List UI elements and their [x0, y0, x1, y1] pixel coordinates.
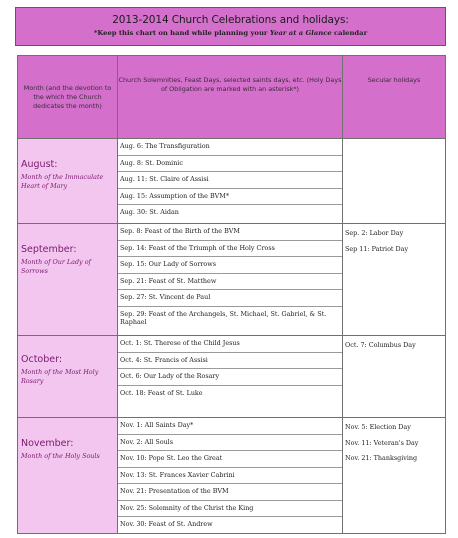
church-event: Oct. 18: Feast of St. Luke [120, 388, 203, 397]
church-event: Sep. 14: Feast of the Triumph of the Holy Cross [118, 241, 342, 258]
church-event: Aug. 6: The Transfiguration [118, 139, 342, 156]
table-row [18, 336, 446, 418]
church-event: Oct. 6: Our Lady of the Rosary [118, 369, 342, 386]
church-events-cell [118, 139, 343, 224]
church-event: Nov. 25: Solemnity of the Christ the King [118, 501, 342, 518]
celebrations-table [17, 55, 446, 534]
month-devotion: Month of the Most Holy Rosary [21, 368, 99, 385]
table-row [18, 224, 446, 336]
church-events-cell [118, 224, 343, 336]
column-header-month: Month (and the devotion to the which the Church dedicates the month) [18, 56, 118, 139]
church-event: Oct. 4: St. Francis of Assisi [118, 353, 342, 370]
secular-holidays-cell [343, 224, 446, 336]
month-cell [18, 139, 118, 224]
month-name: August: [21, 159, 58, 170]
church-event: Nov. 10: Pope St. Leo the Great [118, 451, 342, 468]
secular-holiday: Nov. 11: Veteran's Day [345, 438, 419, 447]
month-cell [18, 336, 118, 418]
church-event: Aug. 8: St. Dominic [118, 156, 342, 173]
secular-holidays-cell [343, 139, 446, 224]
table-row [18, 139, 446, 224]
church-event: Sep. 8: Feast of the Birth of the BVM [118, 224, 342, 241]
church-event: Nov. 13: St. Frances Xavier Cabrini [118, 468, 342, 485]
church-event: Nov. 21: Presentation of the BVM [118, 484, 342, 501]
month-name: September: [21, 244, 77, 255]
page-subtitle [16, 29, 445, 37]
church-event: Sep. 27: St. Vincent de Paul [118, 290, 342, 307]
table-body [18, 139, 446, 534]
church-event: Nov. 2: All Souls [118, 435, 342, 452]
month-name: November: [21, 438, 74, 449]
month-devotion: Month of the Immaculate Heart of Mary [21, 173, 104, 190]
church-event: Sep. 21: Feast of St. Matthew [118, 274, 342, 291]
column-header-secular: Secular holidays [343, 56, 446, 139]
secular-holiday: Sep. 2: Labor Day [345, 229, 404, 237]
subtitle-suffix: calendar [331, 29, 368, 37]
church-event: Aug. 11: St. Claire of Assisi [118, 172, 342, 189]
subtitle-prefix: *Keep this chart on hand while planning your [93, 29, 270, 37]
month-cell [18, 418, 118, 534]
church-events-cell [118, 418, 343, 534]
secular-holiday: Nov. 5: Election Day [345, 423, 411, 431]
column-header-church: Church Solemnities, Feast Days, selected saints days, etc. (Holy Days of Obligation are marked with an asterisk*) [118, 56, 343, 139]
month-devotion: Month of the Holy Souls [21, 452, 100, 460]
month-devotion: Month of Our Lady of Sorrows [21, 258, 91, 275]
church-event: Aug. 30: St. Aidan [120, 208, 179, 216]
church-event: Oct. 1: St. Therese of the Child Jesus [118, 336, 342, 353]
church-events-cell [118, 336, 343, 418]
secular-holidays-cell [343, 418, 446, 534]
church-event: Nov. 1: All Saints Day* [118, 418, 342, 435]
church-event: Sep. 15: Our Lady of Sorrows [118, 257, 342, 274]
secular-holidays-cell [343, 336, 446, 418]
church-event: Sep. 29: Feast of the Archangels, St. Michael, St. Gabriel, & St. Raphael [120, 309, 327, 326]
page-title: 2013-2014 Church Celebrations and holidays: [112, 14, 349, 26]
table-header-row [18, 56, 446, 139]
secular-holiday: Oct. 7: Columbus Day [345, 341, 416, 349]
subtitle-emphasis: Year at a Glance [269, 29, 332, 37]
title-banner [15, 7, 446, 46]
month-cell [18, 224, 118, 336]
church-event: Aug. 15: Assumption of the BVM* [118, 189, 342, 206]
church-event: Nov. 30: Feast of St. Andrew [120, 520, 213, 528]
secular-holiday: Sep 11: Patriot Day [345, 244, 409, 253]
table-row [18, 418, 446, 534]
month-name: October: [21, 354, 63, 365]
secular-holiday: Nov. 21: Thanksgiving [345, 454, 418, 462]
